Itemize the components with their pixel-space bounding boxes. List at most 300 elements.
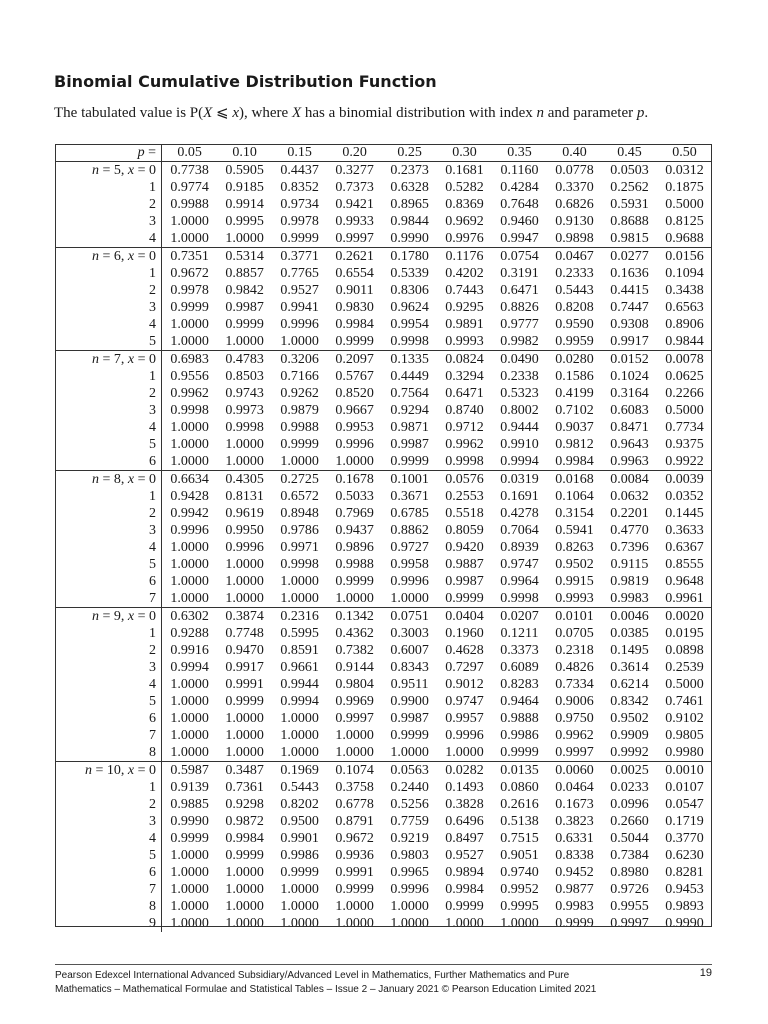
table-cell: 0.9805: [665, 728, 704, 743]
table-cell: 0.0404: [437, 608, 492, 626]
table-cell: 1.0000: [390, 745, 429, 760]
table-cell: 0.9999: [500, 745, 539, 760]
table-row: [55, 813, 712, 830]
table-cell: 0.1780: [382, 248, 437, 266]
footer: [55, 969, 615, 997]
table-cell: 1.0000: [170, 334, 209, 349]
table-cell: 0.1960: [445, 626, 484, 641]
table-cell: 0.7382: [335, 643, 374, 658]
table-cell: 0.8791: [335, 814, 374, 829]
table-cell: 0.7447: [610, 300, 649, 315]
table-row: [55, 522, 712, 539]
p-value-header: 0.05: [162, 144, 218, 162]
table-cell: 0.9982: [500, 334, 539, 349]
p-value-header: 0.25: [382, 144, 437, 162]
table-cell: 0.9997: [555, 745, 594, 760]
table-cell: 0.5518: [445, 506, 484, 521]
table-cell: 1.0000: [280, 334, 319, 349]
table-cell: 0.8352: [280, 180, 319, 195]
table-cell: 0.9942: [170, 506, 209, 521]
row-label: 5: [55, 693, 162, 710]
table-cell: 0.9999: [280, 231, 319, 246]
table-row: [55, 471, 712, 489]
table-cell: 0.0280: [547, 351, 602, 369]
table-cell: 0.9944: [280, 677, 319, 692]
table-cell: 0.9747: [500, 557, 539, 572]
table-cell: 0.9999: [390, 728, 429, 743]
table-cell: 0.0084: [602, 471, 657, 489]
table-cell: 0.9987: [390, 711, 429, 726]
table-cell: 0.9909: [610, 728, 649, 743]
table-cell: 1.0000: [225, 334, 264, 349]
binomial-table: [55, 144, 712, 932]
p-value-header: 0.20: [327, 144, 382, 162]
table-row: [55, 796, 712, 813]
table-cell: 0.9294: [390, 403, 429, 418]
table-cell: 0.7384: [610, 848, 649, 863]
table-cell: 0.8939: [500, 540, 539, 555]
table-cell: 0.6302: [162, 608, 218, 626]
table-cell: 0.3373: [500, 643, 539, 658]
table-row: [55, 368, 712, 385]
table-cell: 0.9962: [445, 437, 484, 452]
table-cell: 0.2539: [665, 660, 704, 675]
table-cell: 1.0000: [170, 420, 209, 435]
table-cell: 0.6367: [665, 540, 704, 555]
table-cell: 1.0000: [170, 848, 209, 863]
table-cell: 0.9102: [665, 711, 704, 726]
table-cell: 0.9428: [170, 489, 209, 504]
table-cell: 0.8862: [390, 523, 429, 538]
table-cell: 0.9999: [170, 831, 209, 846]
table-cell: 0.9815: [610, 231, 649, 246]
footer-rule: [55, 964, 712, 965]
table-cell: 0.9994: [500, 454, 539, 469]
table-cell: 0.8857: [225, 266, 264, 281]
table-cell: 0.9896: [335, 540, 374, 555]
table-cell: 0.7734: [665, 420, 704, 435]
table-cell: 0.9986: [280, 848, 319, 863]
table-cell: 0.9988: [170, 197, 209, 212]
table-cell: 0.9971: [280, 540, 319, 555]
table-cell: 0.9998: [445, 454, 484, 469]
table-cell: 0.1875: [665, 180, 704, 195]
table-cell: 0.9955: [610, 899, 649, 914]
table-cell: 0.8906: [665, 317, 704, 332]
table-cell: 0.0195: [665, 626, 704, 641]
table-cell: 0.9750: [555, 711, 594, 726]
table-cell: 0.1094: [665, 266, 704, 281]
table-cell: 0.6496: [445, 814, 484, 829]
table-cell: 0.0705: [555, 626, 594, 641]
table-cell: 0.9978: [170, 283, 209, 298]
table-cell: 0.7765: [280, 266, 319, 281]
table-cell: 0.9959: [555, 334, 594, 349]
table-cell: 0.9885: [170, 797, 209, 812]
table-cell: 1.0000: [225, 899, 264, 914]
table-cell: 0.5323: [500, 386, 539, 401]
table-cell: 0.3771: [272, 248, 327, 266]
table-cell: 0.9987: [225, 300, 264, 315]
table-cell: 0.8555: [665, 557, 704, 572]
table-cell: 1.0000: [280, 728, 319, 743]
table-cell: 0.9619: [225, 506, 264, 521]
table-cell: 0.3487: [217, 762, 272, 780]
table-cell: 0.8338: [555, 848, 594, 863]
row-label: 3: [55, 402, 162, 419]
table-cell: 0.8369: [445, 197, 484, 212]
table-cell: 0.7443: [445, 283, 484, 298]
table-cell: 0.9295: [445, 300, 484, 315]
table-cell: 0.0464: [555, 780, 594, 795]
table-cell: 0.3823: [555, 814, 594, 829]
table-cell: 0.9996: [225, 540, 264, 555]
table-cell: 0.3294: [445, 369, 484, 384]
table-cell: 0.4305: [217, 471, 272, 489]
table-cell: 0.9988: [335, 557, 374, 572]
table-row: [55, 333, 712, 351]
table-cell: 0.9965: [390, 865, 429, 880]
table-row: [55, 556, 712, 573]
table-cell: 0.0156: [657, 248, 712, 266]
table-cell: 1.0000: [170, 916, 209, 931]
table-row: [55, 453, 712, 471]
table-cell: 1.0000: [225, 591, 264, 606]
table-cell: 0.8131: [225, 489, 264, 504]
table-cell: 0.9893: [665, 899, 704, 914]
table-cell: 0.2266: [665, 386, 704, 401]
table-cell: 0.2333: [555, 266, 594, 281]
row-label: n = 8, x = 0: [55, 471, 162, 489]
table-cell: 0.2440: [390, 780, 429, 795]
table-cell: 0.0078: [657, 351, 712, 369]
table-cell: 1.0000: [335, 591, 374, 606]
table-cell: 0.0207: [492, 608, 547, 626]
table-cell: 1.0000: [280, 454, 319, 469]
row-label: 2: [55, 282, 162, 299]
table-cell: 0.9777: [500, 317, 539, 332]
p-label: p =: [55, 144, 162, 162]
table-cell: 0.5987: [162, 762, 218, 780]
table-row: [55, 676, 712, 693]
table-cell: 1.0000: [390, 591, 429, 606]
table-cell: 0.9144: [335, 660, 374, 675]
table-cell: 0.2097: [327, 351, 382, 369]
row-label: 2: [55, 196, 162, 213]
table-cell: 0.0751: [382, 608, 437, 626]
table-cell: 0.8497: [445, 831, 484, 846]
row-label: 9: [55, 915, 162, 932]
table-cell: 0.3164: [610, 386, 649, 401]
table-cell: 1.0000: [335, 454, 374, 469]
table-cell: 0.6563: [665, 300, 704, 315]
table-body: [55, 162, 712, 933]
table-cell: 0.7102: [555, 403, 594, 418]
table-row: [55, 642, 712, 659]
table-cell: 0.7759: [390, 814, 429, 829]
row-label: 3: [55, 522, 162, 539]
table-cell: 0.3003: [390, 626, 429, 641]
table-cell: 0.6471: [500, 283, 539, 298]
row-label: 4: [55, 230, 162, 248]
p-value-header: 0.15: [272, 144, 327, 162]
table-cell: 0.9914: [225, 197, 264, 212]
table-cell: 0.7738: [170, 163, 209, 178]
row-label: n = 10, x = 0: [55, 762, 162, 780]
row-label: 8: [55, 898, 162, 915]
table-row: [55, 864, 712, 881]
table-cell: 0.8281: [665, 865, 704, 880]
table-cell: 1.0000: [280, 591, 319, 606]
table-cell: 0.9961: [665, 591, 704, 606]
table-cell: 0.9933: [335, 214, 374, 229]
table-cell: 1.0000: [170, 231, 209, 246]
table-cell: 0.9999: [335, 334, 374, 349]
table-cell: 0.9997: [610, 916, 649, 931]
table-cell: 0.9667: [335, 403, 374, 418]
table-cell: 0.9996: [390, 882, 429, 897]
table-cell: 0.9999: [445, 899, 484, 914]
table-cell: 0.4415: [610, 283, 649, 298]
table-cell: 0.9444: [500, 420, 539, 435]
row-label: 8: [55, 744, 162, 762]
table-cell: 0.9643: [610, 437, 649, 452]
row-label: 7: [55, 727, 162, 744]
table-cell: 0.4826: [555, 660, 594, 675]
row-label: 6: [55, 710, 162, 727]
table-cell: 0.0101: [547, 608, 602, 626]
table-row: [55, 385, 712, 402]
table-cell: 0.8343: [390, 660, 429, 675]
table-cell: 0.4199: [555, 386, 594, 401]
table-cell: 0.9984: [555, 454, 594, 469]
table-row: [55, 779, 712, 796]
table-cell: 0.0135: [492, 762, 547, 780]
table-cell: 1.0000: [225, 557, 264, 572]
table-cell: 0.9500: [280, 814, 319, 829]
table-cell: 0.9916: [170, 643, 209, 658]
table-cell: 1.0000: [225, 745, 264, 760]
row-label: 5: [55, 436, 162, 453]
table-cell: 0.5443: [280, 780, 319, 795]
table-cell: 1.0000: [280, 916, 319, 931]
page-title: Binomial Cumulative Distribution Function: [54, 72, 437, 91]
table-cell: 0.9988: [280, 420, 319, 435]
table-cell: 0.9898: [555, 231, 594, 246]
table-cell: 0.3277: [335, 163, 374, 178]
table-row: [55, 179, 712, 196]
table-cell: 0.8263: [555, 540, 594, 555]
table-cell: 0.9774: [170, 180, 209, 195]
table-cell: 0.9590: [555, 317, 594, 332]
table-cell: 0.9957: [445, 711, 484, 726]
table-cell: 0.8948: [280, 506, 319, 521]
row-label: 3: [55, 659, 162, 676]
table-cell: 0.9648: [665, 574, 704, 589]
table-cell: 0.9511: [390, 677, 429, 692]
table-cell: 0.9527: [445, 848, 484, 863]
table-cell: 0.6785: [390, 506, 429, 521]
table-cell: 0.2201: [610, 506, 649, 521]
table-cell: 0.9888: [500, 711, 539, 726]
table-cell: 0.9844: [390, 214, 429, 229]
table-row: [55, 436, 712, 453]
table-cell: 0.2621: [327, 248, 382, 266]
table-cell: 0.0107: [665, 780, 704, 795]
table-cell: 0.8306: [390, 283, 429, 298]
table-cell: 0.9999: [225, 317, 264, 332]
table-cell: 0.0754: [492, 248, 547, 266]
table-cell: 0.0319: [492, 471, 547, 489]
table-cell: 0.9999: [280, 865, 319, 880]
table-cell: 0.6634: [162, 471, 218, 489]
row-label: 6: [55, 453, 162, 471]
table-cell: 0.9999: [555, 916, 594, 931]
table-cell: 0.9879: [280, 403, 319, 418]
table-cell: 0.6983: [162, 351, 218, 369]
table-cell: 1.0000: [225, 574, 264, 589]
table-cell: 0.8002: [500, 403, 539, 418]
table-cell: 0.9915: [555, 574, 594, 589]
table-cell: 1.0000: [280, 882, 319, 897]
table-row: [55, 248, 712, 266]
table-cell: 0.9527: [280, 283, 319, 298]
table-cell: 0.8740: [445, 403, 484, 418]
table-row: [55, 625, 712, 642]
table-cell: 1.0000: [170, 865, 209, 880]
table-cell: 0.9842: [225, 283, 264, 298]
row-label: 6: [55, 864, 162, 881]
row-label: 1: [55, 779, 162, 796]
table-row: [55, 915, 712, 932]
table-cell: 0.8471: [610, 420, 649, 435]
table-cell: 0.9980: [665, 745, 704, 760]
table-cell: 1.0000: [225, 231, 264, 246]
table-cell: 0.4202: [445, 266, 484, 281]
table-cell: 0.6826: [555, 197, 594, 212]
table-cell: 0.9037: [555, 420, 594, 435]
p-value-header: 0.50: [657, 144, 712, 162]
table-cell: 0.6471: [445, 386, 484, 401]
table-cell: 0.8202: [280, 797, 319, 812]
table-cell: 1.0000: [225, 882, 264, 897]
table-cell: 0.4437: [280, 163, 319, 178]
p-value-header: 0.30: [437, 144, 492, 162]
table-cell: 0.5000: [665, 197, 704, 212]
table-cell: 1.0000: [170, 540, 209, 555]
table-cell: 0.7648: [500, 197, 539, 212]
table-cell: 0.9672: [170, 266, 209, 281]
table-cell: 0.4783: [217, 351, 272, 369]
table-cell: 0.5941: [555, 523, 594, 538]
table-cell: 0.9952: [500, 882, 539, 897]
row-label: 2: [55, 796, 162, 813]
table-cell: 0.9990: [170, 814, 209, 829]
table-cell: 0.1691: [500, 489, 539, 504]
table-row: [55, 196, 712, 213]
table-cell: 0.9963: [610, 454, 649, 469]
table-row: [55, 419, 712, 436]
table-cell: 0.9139: [170, 780, 209, 795]
table-cell: 0.7461: [665, 694, 704, 709]
table-cell: 1.0000: [170, 882, 209, 897]
table-cell: 0.9964: [500, 574, 539, 589]
table-cell: 0.6778: [335, 797, 374, 812]
table-cell: 0.7564: [390, 386, 429, 401]
table-cell: 0.1495: [610, 643, 649, 658]
table-cell: 0.3633: [665, 523, 704, 538]
footer-line: Pearson Edexcel International Advanced Subsidiary/Advanced Level in Mathematics, Further Mathematics and Pure: [55, 970, 570, 981]
table-cell: 0.9996: [335, 437, 374, 452]
table-cell: 0.9420: [445, 540, 484, 555]
row-label: 2: [55, 505, 162, 522]
table-cell: 0.9219: [390, 831, 429, 846]
table-cell: 0.3191: [500, 266, 539, 281]
table-cell: 0.9470: [225, 643, 264, 658]
table-cell: 0.9998: [225, 420, 264, 435]
table-cell: 0.7351: [162, 248, 218, 266]
table-cell: 0.9437: [335, 523, 374, 538]
table-row: [55, 505, 712, 522]
table-cell: 1.0000: [500, 916, 539, 931]
table-cell: 0.4284: [500, 180, 539, 195]
table-cell: 1.0000: [335, 916, 374, 931]
footer-line: Mathematics – Mathematical Formulae and Statistical Tables – Issue 2 – January 2021 © Pearson Education Limited 2021: [55, 984, 597, 995]
table-cell: 0.5000: [665, 403, 704, 418]
table-cell: 0.0632: [610, 489, 649, 504]
table-cell: 0.2660: [610, 814, 649, 829]
table-cell: 0.6089: [500, 660, 539, 675]
header-row: [55, 144, 712, 162]
table-cell: 0.9812: [555, 437, 594, 452]
table-cell: 0.9978: [280, 214, 319, 229]
table-cell: 0.8342: [610, 694, 649, 709]
table-cell: 0.4278: [500, 506, 539, 521]
table-cell: 0.9999: [390, 454, 429, 469]
table-cell: 0.0282: [437, 762, 492, 780]
table-cell: 0.3154: [555, 506, 594, 521]
table-cell: 0.5314: [217, 248, 272, 266]
table-cell: 0.4628: [445, 643, 484, 658]
table-cell: 0.9661: [280, 660, 319, 675]
table-cell: 0.5339: [390, 266, 429, 281]
table-row: [55, 659, 712, 676]
table-row: [55, 213, 712, 230]
table-cell: 0.9973: [225, 403, 264, 418]
table-cell: 0.9994: [280, 694, 319, 709]
table-cell: 0.0576: [437, 471, 492, 489]
table-cell: 0.1176: [437, 248, 492, 266]
table-cell: 0.0039: [657, 471, 712, 489]
row-label: 4: [55, 676, 162, 693]
table-cell: 0.0778: [555, 163, 594, 178]
table-cell: 1.0000: [170, 557, 209, 572]
table-cell: 0.4449: [390, 369, 429, 384]
table-cell: 0.9995: [225, 214, 264, 229]
p-value-header: 0.45: [602, 144, 657, 162]
table-cell: 0.8965: [390, 197, 429, 212]
table-cell: 0.9953: [335, 420, 374, 435]
table-cell: 0.5138: [500, 814, 539, 829]
table-cell: 0.9995: [500, 899, 539, 914]
table-cell: 0.8283: [500, 677, 539, 692]
table-cell: 0.9917: [225, 660, 264, 675]
row-label: 1: [55, 625, 162, 642]
table-cell: 0.1586: [555, 369, 594, 384]
table-cell: 0.9997: [335, 231, 374, 246]
table-cell: 0.0020: [657, 608, 712, 626]
table-cell: 0.1335: [382, 351, 437, 369]
